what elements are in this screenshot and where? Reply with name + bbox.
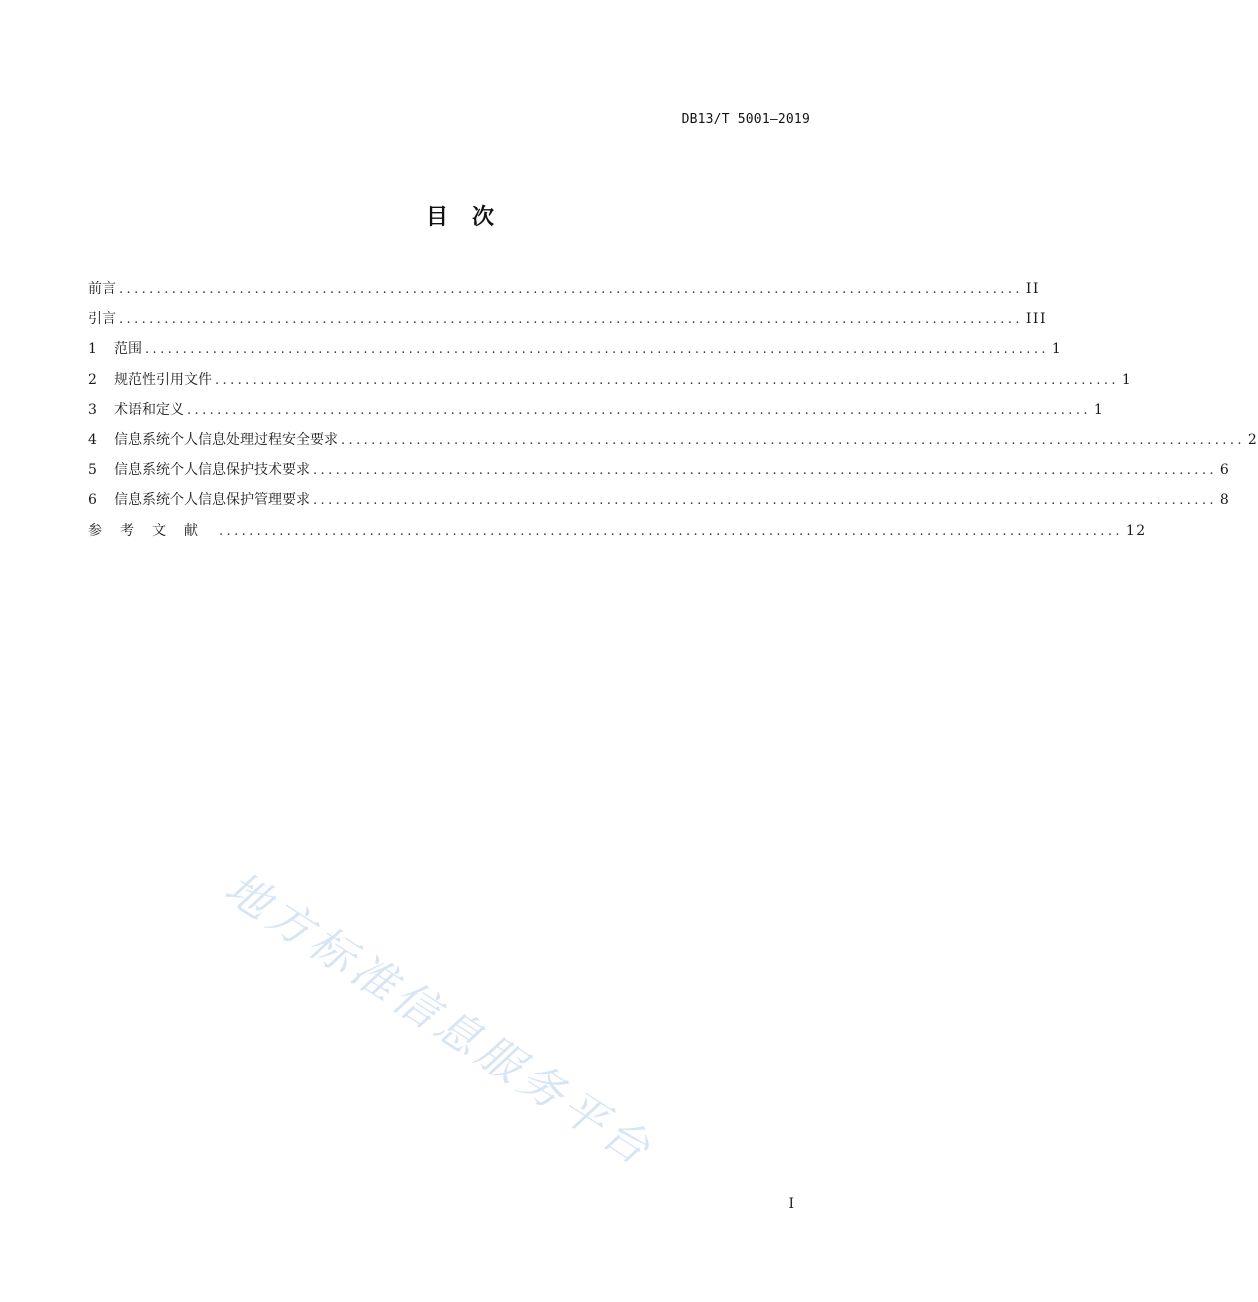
- toc-entry-label: 引言: [88, 311, 116, 328]
- toc-entry-page: 2: [1247, 431, 1258, 448]
- toc-entry-management-requirements[interactable]: [88, 489, 1231, 519]
- toc-entry-page: II: [1025, 281, 1040, 297]
- toc-leader-dots: ........................................................................................................................: [313, 463, 1217, 479]
- toc-entry-number: 4: [88, 431, 97, 448]
- toc-entry-normative-references[interactable]: [88, 369, 1133, 399]
- toc-entry-page: 1: [1093, 401, 1105, 418]
- toc-entry-page: 12: [1125, 522, 1147, 539]
- toc-entry-label: 范围: [114, 341, 142, 358]
- toc-entry-page: 6: [1219, 462, 1231, 479]
- toc-entry-bibliography[interactable]: [88, 520, 1147, 550]
- title-char-1: 目: [425, 205, 448, 230]
- toc-entry-number: 2: [88, 371, 97, 388]
- toc-entry-label: 规范性引用文件: [114, 371, 212, 388]
- toc-entry-number: 5: [88, 462, 97, 479]
- watermark: 地方标准信息服务平台: [215, 862, 663, 1178]
- toc-entry-label: 前言: [88, 281, 116, 297]
- page-number: I: [788, 1196, 794, 1212]
- toc-leader-dots: ........................................................................................................................: [219, 523, 1123, 539]
- toc-entry-page: 1: [1121, 371, 1133, 388]
- page-title: [0, 200, 920, 231]
- table-of-contents: [88, 278, 1258, 550]
- toc-entry-foreword[interactable]: [88, 278, 1040, 308]
- toc-leader-dots: ........................................................................................................................: [313, 493, 1217, 509]
- toc-leader-dots: ........................................................................................................................: [341, 432, 1245, 448]
- toc-entry-scope[interactable]: [88, 338, 1063, 368]
- toc-entry-introduction[interactable]: [88, 308, 1047, 338]
- toc-entry-label: 参考文献: [88, 522, 216, 539]
- toc-entry-page: III: [1025, 311, 1047, 328]
- toc-entry-terms-definitions[interactable]: [88, 399, 1105, 429]
- toc-entry-number: 6: [88, 492, 97, 509]
- toc-entry-technical-requirements[interactable]: [88, 459, 1231, 489]
- document-code: DB13/T 5001—2019: [681, 112, 810, 127]
- toc-entry-label: 信息系统个人信息处理过程安全要求: [114, 431, 338, 448]
- toc-leader-dots: ........................................................................................................................: [119, 312, 1023, 328]
- toc-entry-page: 8: [1219, 492, 1231, 509]
- toc-leader-dots: ........................................................................................................................: [187, 402, 1091, 418]
- toc-leader-dots: ........................................................................................................................: [145, 342, 1049, 358]
- toc-entry-label: 术语和定义: [114, 401, 184, 418]
- toc-entry-processing-security[interactable]: [88, 429, 1258, 459]
- toc-leader-dots: ........................................................................................................................: [215, 372, 1119, 388]
- toc-entry-number: 3: [88, 401, 97, 418]
- toc-entry-label: 信息系统个人信息保护管理要求: [114, 492, 310, 509]
- toc-entry-page: 1: [1051, 341, 1063, 358]
- title-char-2: 次: [472, 205, 495, 230]
- toc-leader-dots: ........................................................................................................................: [119, 282, 1023, 297]
- toc-entry-number: 1: [88, 341, 97, 358]
- toc-entry-label: 信息系统个人信息保护技术要求: [114, 462, 310, 479]
